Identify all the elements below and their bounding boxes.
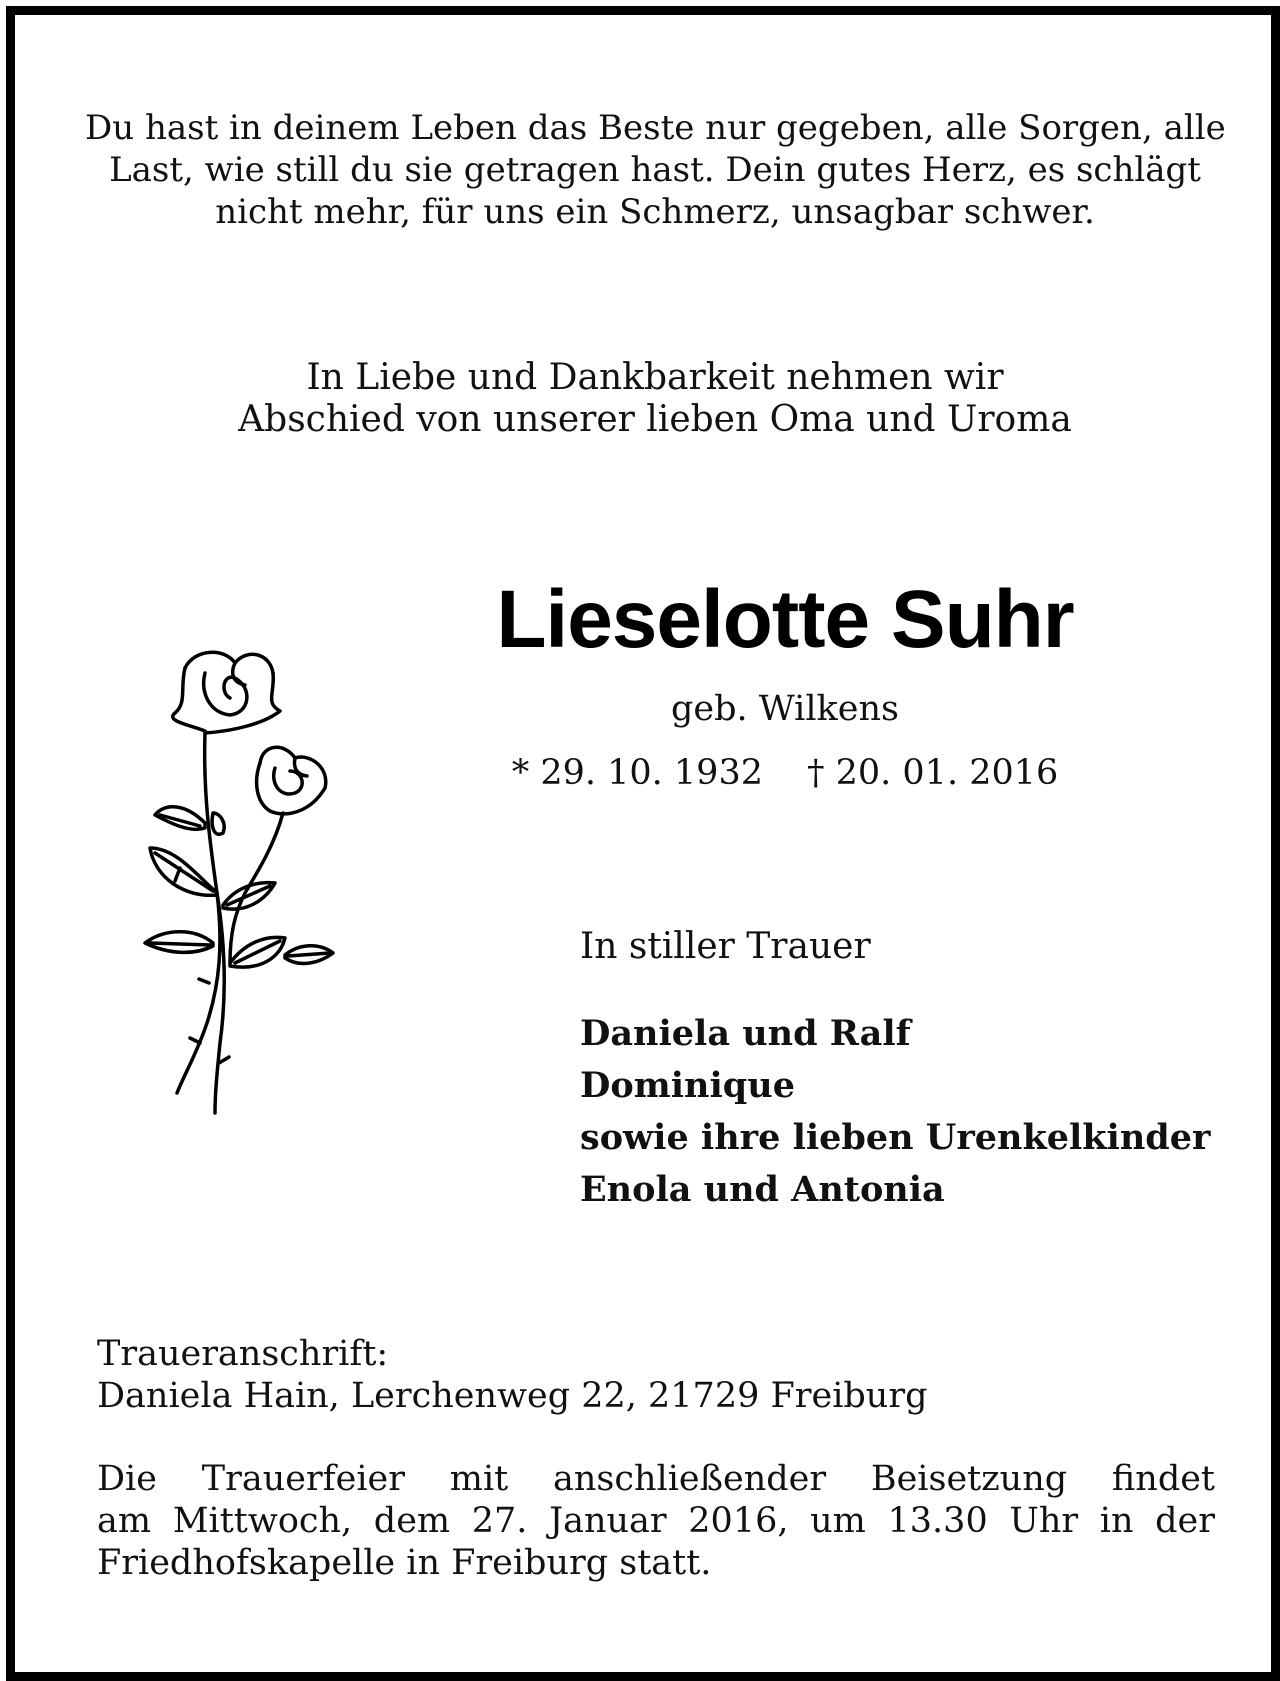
mourner-line: Dominique	[580, 1065, 795, 1106]
verse	[85, 107, 1225, 233]
mourning-heading: In stiller Trauer	[580, 926, 871, 967]
verse-line-3: nicht mehr, für uns ein Schmerz, unsagbar schwer.	[215, 192, 1095, 232]
verse-line-2: Last, wie still du sie getragen hast. Dein gutes Herz, es schlägt	[109, 150, 1201, 190]
verse-line-1: Du hast in deinem Leben das Beste nur gegeben, alle Sorgen, alle	[85, 108, 1226, 148]
death-date: † 20. 01. 2016	[807, 753, 1059, 793]
birth-date: * 29. 10. 1932	[511, 753, 763, 793]
service-line-1: Die Trauerfeier mit anschließender Beisetzung findet	[97, 1459, 1215, 1499]
life-dates	[435, 751, 1135, 795]
mourner-line: Daniela und Ralf	[580, 1013, 911, 1054]
birth-name: geb. Wilkens	[671, 689, 899, 729]
funeral-service-info	[97, 1458, 1215, 1584]
obituary-frame	[6, 6, 1280, 1681]
service-line-2: am Mittwoch, dem 27. Januar 2016, um 13.30 Uhr in der	[97, 1501, 1215, 1541]
mourning-address	[97, 1333, 927, 1417]
intro-text	[85, 357, 1225, 441]
address-label: Traueranschrift:	[97, 1334, 389, 1374]
mourner-line: sowie ihre lieben Urenkelkinder	[580, 1117, 1211, 1158]
mourners-list	[580, 1008, 1210, 1216]
address-value: Daniela Hain, Lerchenweg 22, 21729 Freiburg	[97, 1376, 928, 1416]
intro-line-2: Abschied von unserer lieben Oma und Uroma	[238, 399, 1072, 440]
service-line-3: Friedhofskapelle in Freiburg statt.	[97, 1543, 712, 1583]
mourner-line: Enola und Antonia	[580, 1169, 945, 1210]
rose-illustration-icon	[135, 643, 365, 1128]
deceased-name: Lieselotte Suhr	[496, 574, 1074, 665]
intro-line-1: In Liebe und Dankbarkeit nehmen wir	[306, 357, 1004, 398]
